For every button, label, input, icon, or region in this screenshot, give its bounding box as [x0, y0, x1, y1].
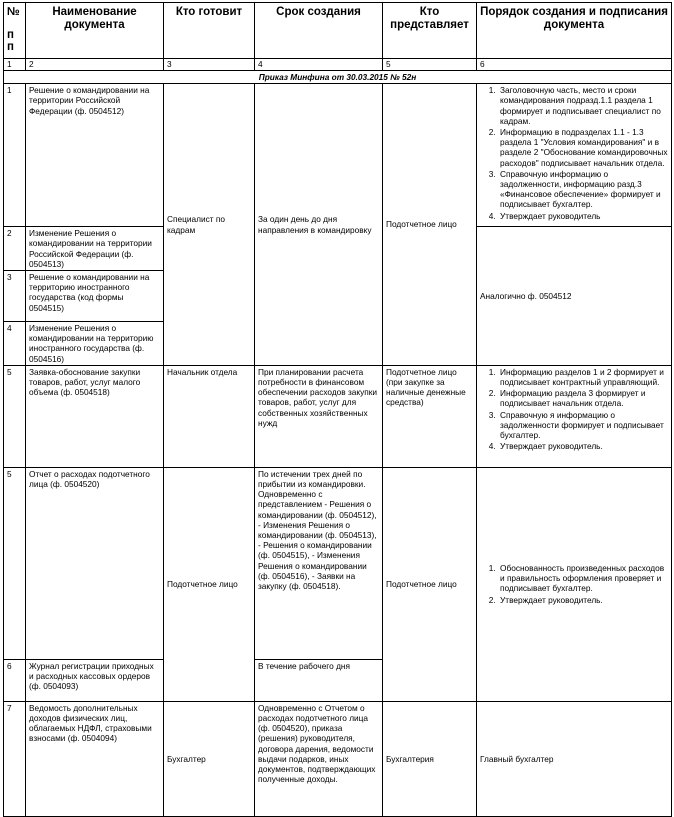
header-who-submits: Кто представляет	[383, 3, 477, 59]
column-number: 3	[164, 59, 255, 71]
row-procedure	[477, 467, 672, 701]
row-deadline: В течение рабочего дня	[255, 659, 383, 701]
header-document-name: Наименование документа	[26, 3, 164, 59]
row-who-prepares: Бухгалтер	[164, 701, 255, 816]
procedure-step: 4. Утверждает руководитель	[498, 211, 668, 221]
row-who-submits: Подотчетное лицо	[383, 467, 477, 701]
row-number: 5	[4, 365, 26, 467]
row-who-prepares: Подотчетное лицо	[164, 467, 255, 701]
procedure-step: 1. Обоснованность произведенных расходов и правильность оформления проверяет и подписывает бухгалтер.	[498, 563, 668, 594]
row-deadline: По истечении трех дней по прибытии из командировки. Одновременно с представлением - Решения о командировании (ф. 0504512), - Изменения Решения о командировании (ф. 0504513), - Решения о командировании (ф. 0504515), - Изменения Решения о командировании (ф. 0504516), - Заявки на закупку (ф. 0504518).	[255, 467, 383, 659]
table-row	[4, 701, 672, 816]
header-number-abbrev: п п	[7, 28, 14, 53]
header-deadline: Срок создания	[255, 3, 383, 59]
document-flow-table	[3, 2, 672, 817]
group-who-prepares: Специалист по кадрам	[164, 84, 255, 366]
row-number: 7	[4, 701, 26, 816]
row-document-name: Решение о командировании на территории Российской Федерации (ф. 0504512)	[26, 84, 164, 227]
procedure-step: 2. Утверждает руководитель.	[498, 595, 668, 605]
header-number-symbol: №	[7, 6, 20, 18]
row-procedure	[477, 365, 672, 467]
row-number: 5	[4, 467, 26, 659]
row-document-name: Изменение Решения о командировании на территорию иностранного государства (ф. 0504516)	[26, 322, 164, 366]
row-who-submits: Бухгалтерия	[383, 701, 477, 816]
procedure-steps	[480, 563, 668, 605]
group-who-submits: Подотчетное лицо	[383, 84, 477, 366]
row-document-name: Отчет о расходах подотчетного лица (ф. 0504520)	[26, 467, 164, 659]
table-header-row	[4, 3, 672, 59]
header-procedure: Порядок создания и подписания документа	[477, 3, 672, 59]
row-who-prepares: Начальник отдела	[164, 365, 255, 467]
row-deadline: Одновременно с Отчетом о расходах подотчетного лица (ф. 0504520), приказа (решения) руководителя, договора дарения, ведомости выдачи подарков, иных документов, подтверждающих полученные доходы.	[255, 701, 383, 816]
row-number: 6	[4, 659, 26, 701]
column-number: 4	[255, 59, 383, 71]
row-number: 2	[4, 227, 26, 271]
row-procedure-analog: Аналогично ф. 0504512	[477, 227, 672, 366]
procedure-step: 2. Информацию раздела 3 формирует и подписывает начальник отдела.	[498, 388, 668, 408]
procedure-step: 2. Информацию в подразделах 1.1 - 1.3 раздела 1 "Условия командирования" и в разделе 2 "Обоснование командировочных расходов" подписывает начальник отдела.	[498, 127, 668, 168]
row-number: 4	[4, 322, 26, 366]
procedure-step: 1. Заголовочную часть, место и сроки командирования подразд.1.1 раздела 1 формирует и подписывает специалист по кадрам.	[498, 85, 668, 126]
procedure-step: 3. Справочную я информацию о задолженности формирует и подписывает бухгалтер.	[498, 410, 668, 441]
row-procedure	[477, 84, 672, 227]
procedure-step: 3. Справочную информацию о задолженности, информацию разд.3 «Финансовое обеспечение» формирует и подписывает бухгалтер.	[498, 169, 668, 210]
row-who-submits: Подотчетное лицо (при закупке за наличные денежные средства)	[383, 365, 477, 467]
law-reference-row	[4, 71, 672, 84]
table-row	[4, 365, 672, 467]
header-who-prepares: Кто готовит	[164, 3, 255, 59]
procedure-steps	[480, 367, 668, 452]
row-document-name: Журнал регистрации приходных и расходных кассовых ордеров (ф. 0504093)	[26, 659, 164, 701]
row-deadline: При планировании расчета потребности в финансовом обеспечении расходов закупки товаров, работ, услуг для собственных хозяйственных нужд	[255, 365, 383, 467]
column-number: 2	[26, 59, 164, 71]
row-document-name: Ведомость дополнительных доходов физических лиц, облагаемых НДФЛ, страховыми взносами (ф. 0504094)	[26, 701, 164, 816]
procedure-step: 4. Утверждает руководитель.	[498, 441, 668, 451]
row-procedure: Главный бухгалтер	[477, 701, 672, 816]
row-number: 3	[4, 271, 26, 322]
procedure-step: 1. Информацию разделов 1 и 2 формирует и подписывает контрактный управляющий.	[498, 367, 668, 387]
column-numbers-row	[4, 59, 672, 71]
row-document-name: Решение о командировании на территорию иностранного государства (код формы 0504515)	[26, 271, 164, 322]
column-number: 1	[4, 59, 26, 71]
column-number: 5	[383, 59, 477, 71]
header-number-cell	[4, 3, 26, 59]
row-document-name: Заявка-обоснование закупки товаров, работ, услуг малого объема (ф. 0504518)	[26, 365, 164, 467]
table-row	[4, 467, 672, 659]
group-deadline: За один день до дня направления в командировку	[255, 84, 383, 366]
procedure-steps	[480, 85, 668, 221]
law-reference: Приказ Минфина от 30.03.2015 № 52н	[4, 71, 672, 84]
row-number: 1	[4, 84, 26, 227]
table-row	[4, 84, 672, 227]
row-document-name: Изменение Решения о командировании на территории Российской Федерации (ф. 0504513)	[26, 227, 164, 271]
column-number: 6	[477, 59, 672, 71]
